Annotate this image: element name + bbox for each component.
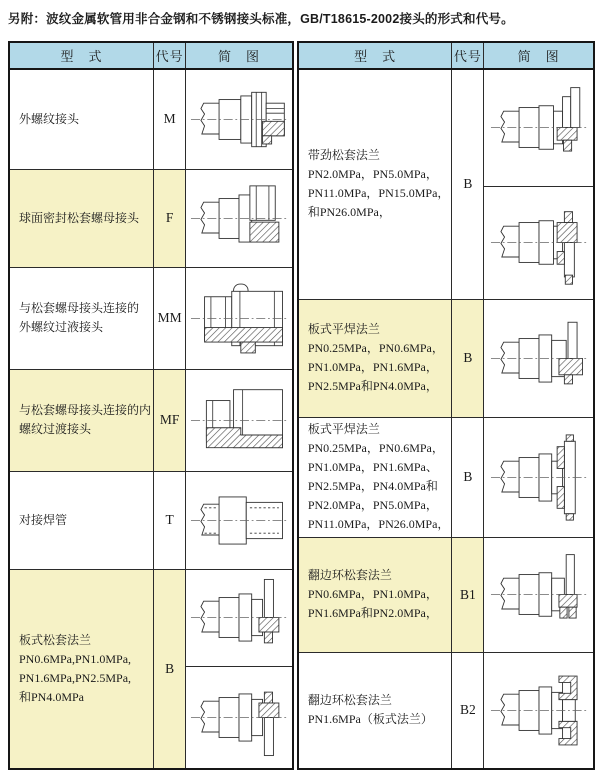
flat-weld-flange-diagram-icon — [488, 315, 590, 402]
double-male-adapter-diagram — [186, 267, 293, 369]
type-text-line: 翻边环松套法兰 — [307, 568, 392, 583]
type-text-line: 球面密封松套螺母接头 — [19, 210, 140, 225]
type-cell — [9, 569, 154, 769]
type-cell — [298, 299, 452, 417]
table-row — [9, 569, 293, 666]
type-cell — [9, 69, 154, 169]
neck-loose-flange-up-diagram — [484, 69, 594, 186]
neck-loose-flange-down-diagram — [484, 186, 594, 299]
code-cell: B1 — [452, 537, 484, 652]
table-row — [298, 537, 594, 652]
type-text-line: 外螺纹过液接头 — [19, 320, 104, 334]
code-cell: B — [154, 569, 186, 769]
neck-loose-flange-up-diagram-icon — [488, 84, 590, 171]
column-header-diagram: 简 图 — [186, 42, 293, 69]
butt-weld-pipe-diagram-icon — [188, 477, 290, 564]
type-text-line: PN11.0MPa，PN15.0MPa， — [307, 186, 450, 201]
type-cell — [298, 537, 452, 652]
type-cell — [298, 417, 452, 537]
plate-loose-flange-up-diagram — [186, 569, 293, 666]
type-text-line: PN0.6MPa,PN1.0MPa, — [19, 651, 132, 666]
type-cell — [9, 267, 154, 369]
table-row — [9, 69, 293, 169]
code-cell: B — [452, 417, 484, 537]
type-text-line: 外螺纹接头 — [19, 111, 80, 126]
neck-loose-flange-down-diagram-icon — [488, 199, 590, 286]
male-thread-fitting-diagram-icon — [188, 76, 290, 163]
lap-ring-plate-flange-diagram — [484, 652, 594, 769]
type-text-line: 螺纹过渡接头 — [19, 422, 92, 436]
loose-nut-fitting-diagram-icon — [188, 175, 290, 262]
flat-weld-flange-both-diagram-icon — [488, 434, 590, 521]
column-header-type: 型 式 — [9, 42, 154, 69]
type-cell — [9, 471, 154, 569]
code-cell: M — [154, 69, 186, 169]
code-cell: B2 — [452, 652, 484, 769]
code-cell: F — [154, 169, 186, 267]
page-title: 另附：波纹金属软管用非合金钢和不锈钢接头标准，GB/T18615-2002接头的形式和代号。 — [8, 12, 514, 26]
table-row — [298, 299, 594, 417]
table-row — [298, 69, 594, 186]
table-row — [9, 267, 293, 369]
type-text-line: PN2.0MPa，PN5.0MPa， — [307, 497, 438, 512]
code-cell: MF — [154, 369, 186, 471]
type-cell — [298, 69, 452, 299]
table-row — [298, 417, 594, 537]
column-header-code: 代号 — [452, 42, 484, 69]
type-text-line: PN0.25MPa，PN0.6MPa， — [307, 441, 444, 456]
code-cell: T — [154, 471, 186, 569]
type-text-line: PN1.6MPa和PN2.0MPa， — [307, 605, 438, 620]
butt-weld-pipe-diagram — [186, 471, 293, 569]
column-header-code: 代号 — [154, 42, 186, 69]
male-female-adapter-diagram — [186, 369, 293, 471]
header-row — [298, 42, 594, 69]
column-header-diagram: 简 图 — [484, 42, 594, 69]
type-text-line: PN2.5MPa，PN4.0MPa和 — [307, 479, 438, 493]
type-text-line: PN1.0MPa，PN1.6MPa、 — [307, 460, 438, 475]
type-text-line: 对接焊管 — [19, 512, 68, 527]
lap-ring-flange-diagram-icon — [488, 551, 590, 638]
type-cell — [9, 169, 154, 267]
fitting-table-left — [8, 41, 294, 770]
double-male-adapter-diagram-icon — [188, 275, 290, 362]
type-text-line: 板式松套法兰 — [19, 632, 92, 647]
type-text-line: 与松套螺母接头连接的 — [19, 301, 140, 316]
lap-ring-plate-flange-diagram-icon — [488, 667, 590, 754]
fitting-table-right — [297, 41, 595, 770]
plate-loose-flange-down-diagram-icon — [188, 674, 290, 761]
type-text-line: 带劲松套法兰 — [307, 148, 380, 163]
type-text-line: PN0.25MPa，PN0.6MPa， — [307, 341, 444, 356]
type-text-line: PN2.0MPa，PN5.0MPa， — [307, 167, 438, 182]
header-row — [9, 42, 293, 69]
code-cell: B — [452, 299, 484, 417]
lap-ring-flange-diagram — [484, 537, 594, 652]
loose-nut-fitting-diagram — [186, 169, 293, 267]
type-text-line: 和PN4.0MPa — [19, 689, 85, 704]
table-row — [9, 471, 293, 569]
type-text-line: 与松套螺母接头连接的内 — [19, 403, 152, 418]
column-header-type: 型 式 — [298, 42, 452, 69]
code-cell: B — [452, 69, 484, 299]
type-text-line: PN1.6MPa,PN2.5MPa, — [19, 670, 132, 685]
type-text-line: 和PN26.0MPa， — [307, 205, 391, 220]
table-row — [298, 652, 594, 769]
type-text-line: PN0.6MPa，PN1.0MPa， — [307, 587, 438, 602]
tables-container — [8, 41, 595, 770]
plate-loose-flange-up-diagram-icon — [188, 574, 290, 661]
type-text-line: 板式平焊法兰 — [307, 422, 380, 437]
table-row — [9, 169, 293, 267]
flat-weld-flange-both-diagram — [484, 417, 594, 537]
type-text-line: PN11.0MPa，PN26.0MPa， — [307, 516, 450, 531]
table-row — [9, 369, 293, 471]
code-cell: MM — [154, 267, 186, 369]
type-text-line: 翻边环松套法兰 — [307, 693, 392, 708]
type-text-line: PN1.0MPa，PN1.6MPa， — [307, 360, 438, 374]
type-text-line: PN1.6MPa（板式法兰） — [307, 712, 433, 727]
flat-weld-flange-diagram — [484, 299, 594, 417]
male-female-adapter-diagram-icon — [188, 377, 290, 464]
type-cell — [298, 652, 452, 769]
type-cell — [9, 369, 154, 471]
male-thread-fitting-diagram — [186, 69, 293, 169]
type-text-line: 板式平焊法兰 — [307, 322, 380, 337]
plate-loose-flange-down-diagram — [186, 666, 293, 769]
type-text-line: PN2.5MPa和PN4.0MPa， — [307, 378, 438, 393]
